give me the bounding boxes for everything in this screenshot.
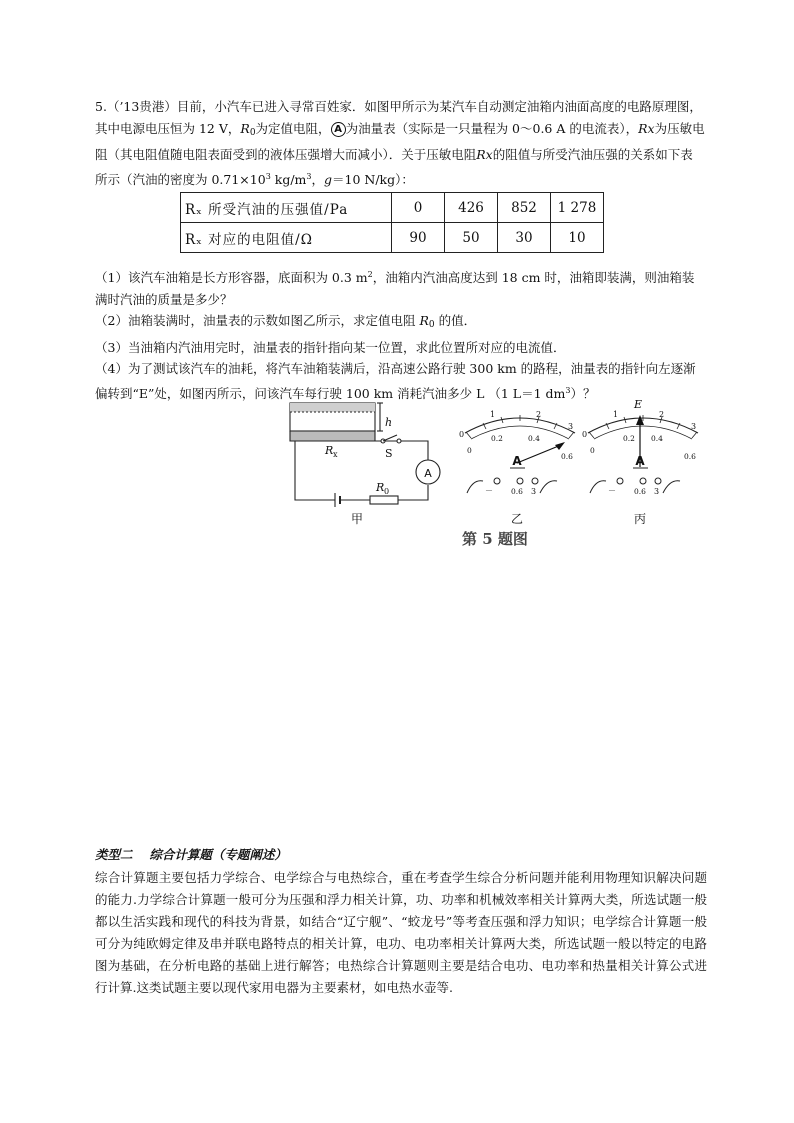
table-cell: 852	[498, 193, 551, 223]
pressure-sensor-rx	[290, 431, 375, 441]
tick-label: 0	[582, 430, 588, 439]
section-type-two	[95, 845, 707, 999]
label-a: A	[424, 467, 432, 480]
svg-text:x: x	[333, 450, 338, 459]
label-yi: 乙	[510, 512, 524, 526]
tick-label: 1	[490, 410, 496, 419]
needle-yi	[517, 445, 561, 463]
question-2: （2）油箱装满时，油量表的示数如图乙所示，求定值电阻 $R_0$ 的值．	[95, 313, 477, 330]
terminal-label: 3	[654, 487, 660, 496]
table-cell: 0	[392, 193, 445, 223]
table-cell: 426	[445, 193, 498, 223]
tick-label: 0.6	[684, 452, 696, 461]
table-row-label: Rₓ 所受汽油的压强值/Pa	[181, 193, 392, 223]
problem-statement: 5.（’13贵港）目前，小汽车已进入寻常百姓家．如图甲所示为某汽车自动测定油箱内油面高度的电路原理图，其中电源电压恒为 12 V，$R_0$为定值电阻， A 为油量表（实际是一只量程为 0～0.6 A 的电流表），Rx为压敏电阻（其电阻值随电阻表面受到的液体压强增大而减小）．关于压敏电阻Rx的阻值与所受汽油压强的关系如下表所示（汽油的密度为 $0.71\times 10^3$ $kg/m^3$，g＝10 N/kg）：	[95, 99, 705, 187]
problem-source: （’13贵港）	[106, 99, 177, 114]
label-e: E	[634, 398, 643, 411]
figure-caption: 第 5 题图	[462, 530, 528, 548]
table-cell: 90	[392, 223, 445, 253]
svg-text:0: 0	[384, 487, 390, 496]
tick-label: 0	[590, 446, 595, 455]
label-s: S	[385, 447, 393, 460]
tick-label: 2	[536, 410, 542, 419]
tick-label: 0.4	[651, 434, 663, 443]
table-row	[181, 193, 604, 223]
meter-yi-unit: A	[512, 454, 522, 468]
tick-label: 0	[467, 446, 472, 455]
label-h: h	[385, 416, 393, 429]
terminal-label: －	[485, 486, 493, 495]
label-r0: R	[376, 481, 385, 494]
table-cell: 1 278	[551, 193, 604, 223]
tick-label: 3	[568, 422, 574, 431]
fuel-level	[290, 403, 375, 412]
table-cell: 30	[498, 223, 551, 253]
label-bing: 丙	[633, 512, 647, 526]
question-1: （1）该汽车油箱是长方形容器，底面积为 0.3 $m^2$，油箱内汽油高度达到 18 cm 时，油箱即装满，则油箱装满时汽油的质量是多少？	[95, 270, 695, 307]
question-3: （3）当油箱内汽油用完时，油量表的指针指向某一位置，求此位置所对应的电流值．	[95, 339, 566, 355]
circuit-diagram	[290, 403, 440, 507]
tick-label: 2	[659, 410, 665, 419]
meter-bing-unit: A	[635, 454, 645, 468]
resistor-r0	[370, 496, 398, 504]
pressure-resistance-table	[180, 192, 604, 253]
terminal-label: 3	[531, 487, 537, 496]
table-row-label: Rₓ 对应的电阻值/Ω	[181, 223, 392, 253]
terminal-label: 0.6	[634, 487, 646, 496]
tick-label: 0.2	[491, 434, 503, 443]
section-body: 综合计算题主要包括力学综合、电学综合与电热综合，重在考查学生综合分析问题并能利用物理知识解决问题的能力.力学综合计算题一般可分为压强和浮力相关计算，功、功率和机械效率相关计算两大类，所选试题一般都以生活实践和现代的科技为背景，如结合“辽宁舰”、“蛟龙号”等考查压强和浮力知识；电学综合计算题一般可分为纯欧姆定律及串并联电路特点的相关计算，电功、电功率相关计算两大类，所选试题一般以特定的电路图为基础，在分析电路的基础上进行解答；电热综合计算题则主要是结合电功、电功率和热量相关计算公式进行计算.这类试题主要以现代家用电器为主要素材，如电热水壶等.	[95, 870, 707, 995]
problem-number: 5.	[95, 99, 107, 114]
ammeter-symbol: A	[331, 122, 346, 137]
table-row	[181, 223, 604, 253]
tick-label: 0.2	[623, 434, 635, 443]
terminal-label: 0.6	[511, 487, 523, 496]
question-4: （4）为了测试该汽车的油耗，将汽车油箱装满后，沿高速公路行驶 300 km 的路程，油量表的指针向左逐渐偏转到“E”处，如图丙所示，问该汽车每行驶 100 km 消耗汽油多少 L （1 L＝1 $dm^3$）？	[95, 361, 696, 401]
tick-label: 0.4	[528, 434, 540, 443]
tick-label: 1	[613, 410, 619, 419]
question-list	[95, 264, 705, 404]
terminal-label: －	[608, 486, 616, 495]
table-cell: 50	[445, 223, 498, 253]
table-cell: 10	[551, 223, 604, 253]
section-heading: 类型二 综合计算题（专题阐述）	[95, 847, 287, 862]
label-rx: R	[325, 444, 334, 457]
tick-label: 0.6	[561, 452, 573, 461]
label-jia: 甲	[350, 512, 364, 526]
problem-figure	[285, 395, 705, 555]
tick-label: 3	[691, 422, 697, 431]
tick-label: 0	[459, 430, 465, 439]
